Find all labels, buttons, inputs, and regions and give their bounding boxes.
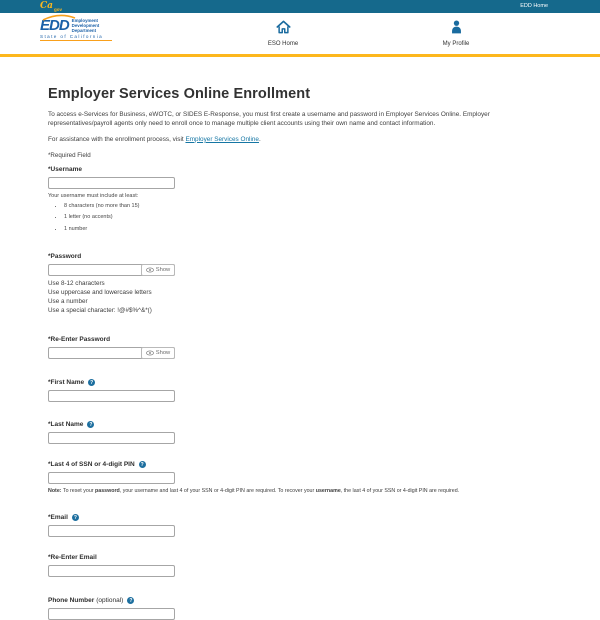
first-name-label-text: *First Name	[48, 379, 85, 387]
ca-gov-logo-sub: gov	[54, 6, 63, 12]
reenter-email-label	[48, 554, 552, 561]
username-requirement-item: • 1 number	[64, 226, 552, 232]
last-name-input[interactable]	[48, 432, 175, 444]
last-name-field-group	[48, 421, 552, 444]
email-label	[48, 514, 552, 521]
phone-input[interactable]	[48, 608, 175, 620]
reenter-email-input[interactable]	[48, 565, 175, 577]
password-rule: Use uppercase and lowercase letters	[48, 288, 152, 296]
last-name-label	[48, 421, 552, 428]
phone-label-text: Phone Number	[48, 597, 95, 605]
password-show-button[interactable]	[141, 264, 175, 276]
required-field-note: *Required Field	[48, 151, 91, 159]
ca-gov-logo[interactable]	[40, 0, 62, 13]
edd-logo-swoosh-icon	[41, 14, 77, 21]
edd-home-link[interactable]: EDD Home	[520, 3, 548, 9]
password-field-group	[48, 253, 552, 316]
first-name-field-group	[48, 379, 552, 402]
ssn-pin-note	[48, 488, 552, 494]
ssn-pin-input[interactable]	[48, 472, 175, 484]
last-name-label-text: *Last Name	[48, 421, 84, 429]
intro-paragraph: To access e-Services for Business, eWOTC, or SIDES E-Response, you must first create a username and password in Employer Services Online. Employer representatives/payroll agents only need to enroll once to manage multiple client accounts using their own name and contact information.	[48, 111, 490, 127]
edd-logo-line: Department	[71, 28, 97, 33]
edd-logo-tagline: State of California	[40, 34, 112, 41]
phone-label-optional: (optional)	[96, 597, 124, 605]
password-rule: Use 8-12 characters	[48, 279, 105, 287]
phone-label	[48, 597, 552, 604]
edd-logo[interactable]	[40, 18, 112, 41]
email-label-text: *Email	[48, 514, 68, 522]
nav-eso-home-label: ESO Home	[267, 41, 299, 47]
home-icon	[276, 20, 291, 34]
username-requirements-list	[64, 203, 552, 232]
password-show-label: Show	[155, 266, 171, 273]
assistance-suffix: .	[258, 135, 261, 143]
note-bold: Note:	[48, 488, 62, 495]
first-name-input[interactable]	[48, 390, 175, 402]
reenter-password-show-button[interactable]	[141, 347, 175, 359]
note-text: , your username and last 4 of your SSN or 4-digit PIN are required. To recover your	[119, 488, 316, 495]
nav-my-profile-label: My Profile	[442, 41, 470, 47]
edd-logo-line: Development	[71, 23, 100, 28]
password-label-text: *Password	[48, 252, 82, 260]
note-bold: password	[95, 488, 120, 495]
employer-services-online-link[interactable]: Employer Services Online	[185, 135, 259, 143]
person-icon	[450, 20, 463, 34]
assistance-prefix: For assistance with the enrollment process, visit	[48, 135, 186, 143]
username-field-group	[48, 166, 552, 232]
edd-logo-line: Employment	[71, 18, 99, 23]
email-input[interactable]	[48, 525, 175, 537]
username-input[interactable]	[48, 177, 175, 189]
main-content	[0, 57, 600, 620]
reenter-password-label-text: *Re-Enter Password	[48, 336, 111, 344]
note-text: To reset your	[61, 488, 96, 495]
nav-my-profile[interactable]	[420, 20, 492, 47]
site-header	[0, 13, 600, 54]
reenter-email-field-group	[48, 554, 552, 577]
reenter-password-field-group	[48, 336, 552, 359]
email-field-group	[48, 514, 552, 537]
eye-icon	[146, 350, 154, 356]
ssn-pin-help-icon[interactable]: ?	[140, 461, 144, 468]
password-rule: Use a special character: !@#$%^&*()	[48, 307, 152, 315]
ssn-pin-label	[48, 461, 552, 468]
username-label-text: *Username	[48, 165, 82, 173]
first-name-help-icon[interactable]: ?	[90, 379, 94, 386]
username-label	[48, 166, 552, 173]
ca-gov-logo-text: Ca	[40, 1, 53, 11]
ssn-pin-label-text: *Last 4 of SSN or 4-digit PIN	[48, 461, 135, 469]
page-title: Employer Services Online Enrollment	[48, 86, 311, 102]
username-requirement-item: • 8 characters (no more than 15)	[64, 203, 552, 209]
note-bold: username	[315, 488, 341, 495]
top-utility-bar	[0, 0, 600, 13]
phone-field-group	[48, 597, 552, 620]
email-help-icon[interactable]: ?	[73, 514, 77, 521]
password-label	[48, 253, 552, 260]
last-name-help-icon[interactable]: ?	[89, 421, 93, 428]
first-name-label	[48, 379, 552, 386]
nav-eso-home[interactable]	[247, 20, 319, 47]
eye-icon	[146, 267, 154, 273]
phone-help-icon[interactable]: ?	[129, 597, 133, 604]
username-hint-title: Your username must include at least:	[48, 192, 139, 199]
assistance-text	[48, 136, 552, 143]
reenter-email-label-text: *Re-Enter Email	[48, 554, 97, 562]
ssn-pin-field-group	[48, 461, 552, 494]
password-rules	[48, 279, 552, 316]
note-text: , the last 4 of your SSN or 4-digit PIN are required.	[340, 488, 460, 495]
username-requirement-item: • 1 letter (no accents)	[64, 214, 552, 220]
password-rule: Use a number	[48, 297, 88, 305]
reenter-password-label	[48, 336, 552, 343]
edd-logo-acronym: EDD	[40, 17, 69, 34]
reenter-password-show-label: Show	[155, 350, 171, 357]
